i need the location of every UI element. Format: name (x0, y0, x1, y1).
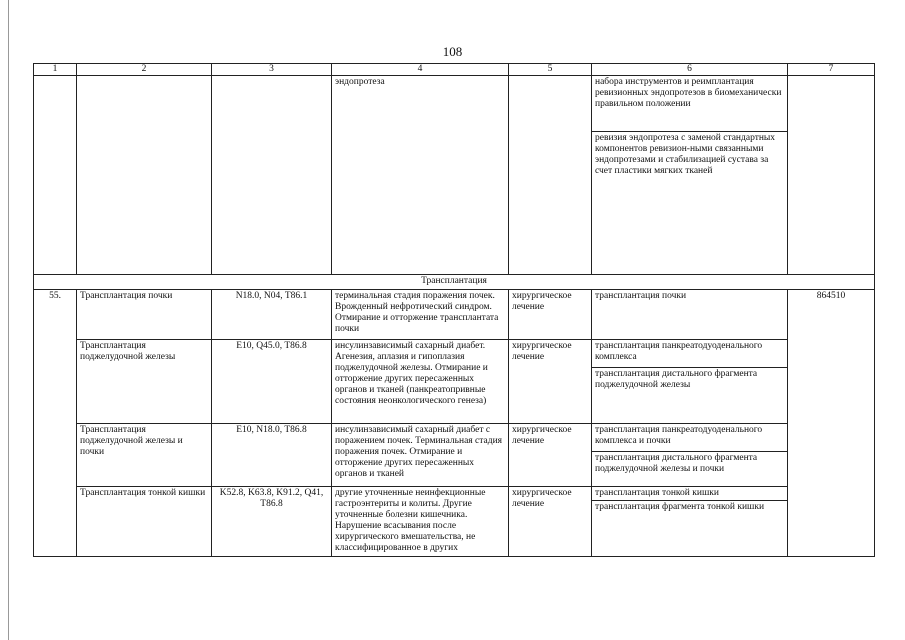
page-number: 108 (442, 44, 463, 59)
table-row (34, 487, 875, 501)
col-header: 4 (332, 64, 509, 76)
cell-codes: N18.0, N04, T86.1 (212, 290, 332, 340)
cell-method: набора инструментов и реимплантация ревизионных эндопротезов в биомеханически правильном положении (592, 76, 788, 132)
cell-price (788, 76, 875, 275)
cell-method: трансплантация дистального фрагмента поджелудочной железы (592, 368, 788, 424)
cell-name: Трансплантация поджелудочной железы и почки (77, 424, 212, 487)
cell-model: инсулинзависимый сахарный диабет с поражением почек. Терминальная стадия поражения почек. Отмирание и отторжение других пересаженных органов и тканей (332, 424, 509, 487)
cell-name: Трансплантация поджелудочной железы (77, 340, 212, 424)
cell-method: трансплантация фрагмента тонкой кишки (592, 501, 788, 557)
cell-name (77, 76, 212, 275)
cell-model: эндопротеза (332, 76, 509, 275)
cell-name: Трансплантация тонкой кишки (77, 487, 212, 557)
cell-kind: хирургическое лечение (509, 487, 592, 557)
cell-kind (509, 76, 592, 275)
col-header: 5 (509, 64, 592, 76)
cell-price: 864510 (788, 290, 875, 557)
cell-codes: E10, N18.0, T86.8 (212, 424, 332, 487)
table-row (34, 76, 875, 132)
cell-method: трансплантация тонкой кишки (592, 487, 788, 501)
cell-method: трансплантация дистального фрагмента поджелудочной железы и почки (592, 452, 788, 487)
cell-method: трансплантация почки (592, 290, 788, 340)
table-row (34, 340, 875, 368)
cell-model: инсулинзависимый сахарный диабет. Агенезия, аплазия и гипоплазия поджелудочной железы. Отмирание и отторжение других пересаженных органов и тканей (панкреатопривные состояния неонкологического генеза) (332, 340, 509, 424)
cell-name: Трансплантация почки (77, 290, 212, 340)
cell-codes (212, 76, 332, 275)
cell-kind: хирургическое лечение (509, 290, 592, 340)
cell-model: терминальная стадия поражения почек. Врожденный нефротический синдром. Отмирание и отторжение трансплантата почки (332, 290, 509, 340)
col-header: 6 (592, 64, 788, 76)
table-row (34, 290, 875, 340)
section-row (34, 275, 875, 290)
section-title: Трансплантация (34, 275, 875, 290)
cell-method: трансплантация панкреатодуоденального комплекса (592, 340, 788, 368)
cell-method: ревизия эндопротеза с заменой стандартных компонентов ревизион-ными связанными эндопротезами и стабилизацией сустава за счет пластики мягких тканей (592, 132, 788, 275)
cell-number (34, 76, 77, 275)
column-numbers-row (34, 64, 875, 76)
cell-kind: хирургическое лечение (509, 340, 592, 424)
col-header: 7 (788, 64, 875, 76)
cell-method: трансплантация панкреатодуоденального комплекса и почки (592, 424, 788, 452)
cell-codes: E10, Q45.0, T86.8 (212, 340, 332, 424)
col-header: 3 (212, 64, 332, 76)
cell-model: другие уточненные неинфекционные гастроэнтериты и колиты. Другие уточненные болезни кишечника. Нарушение всасывания после хирургического вмешательства, не классифицированное в других (332, 487, 509, 557)
table-row (34, 424, 875, 452)
cell-number: 55. (34, 290, 77, 557)
cell-kind: хирургическое лечение (509, 424, 592, 487)
cell-codes: K52.8, K63.8, K91.2, Q41, T86.8 (212, 487, 332, 557)
col-header: 1 (34, 64, 77, 76)
procedures-table (33, 63, 875, 557)
col-header: 2 (77, 64, 212, 76)
page-edge-line (8, 0, 9, 640)
